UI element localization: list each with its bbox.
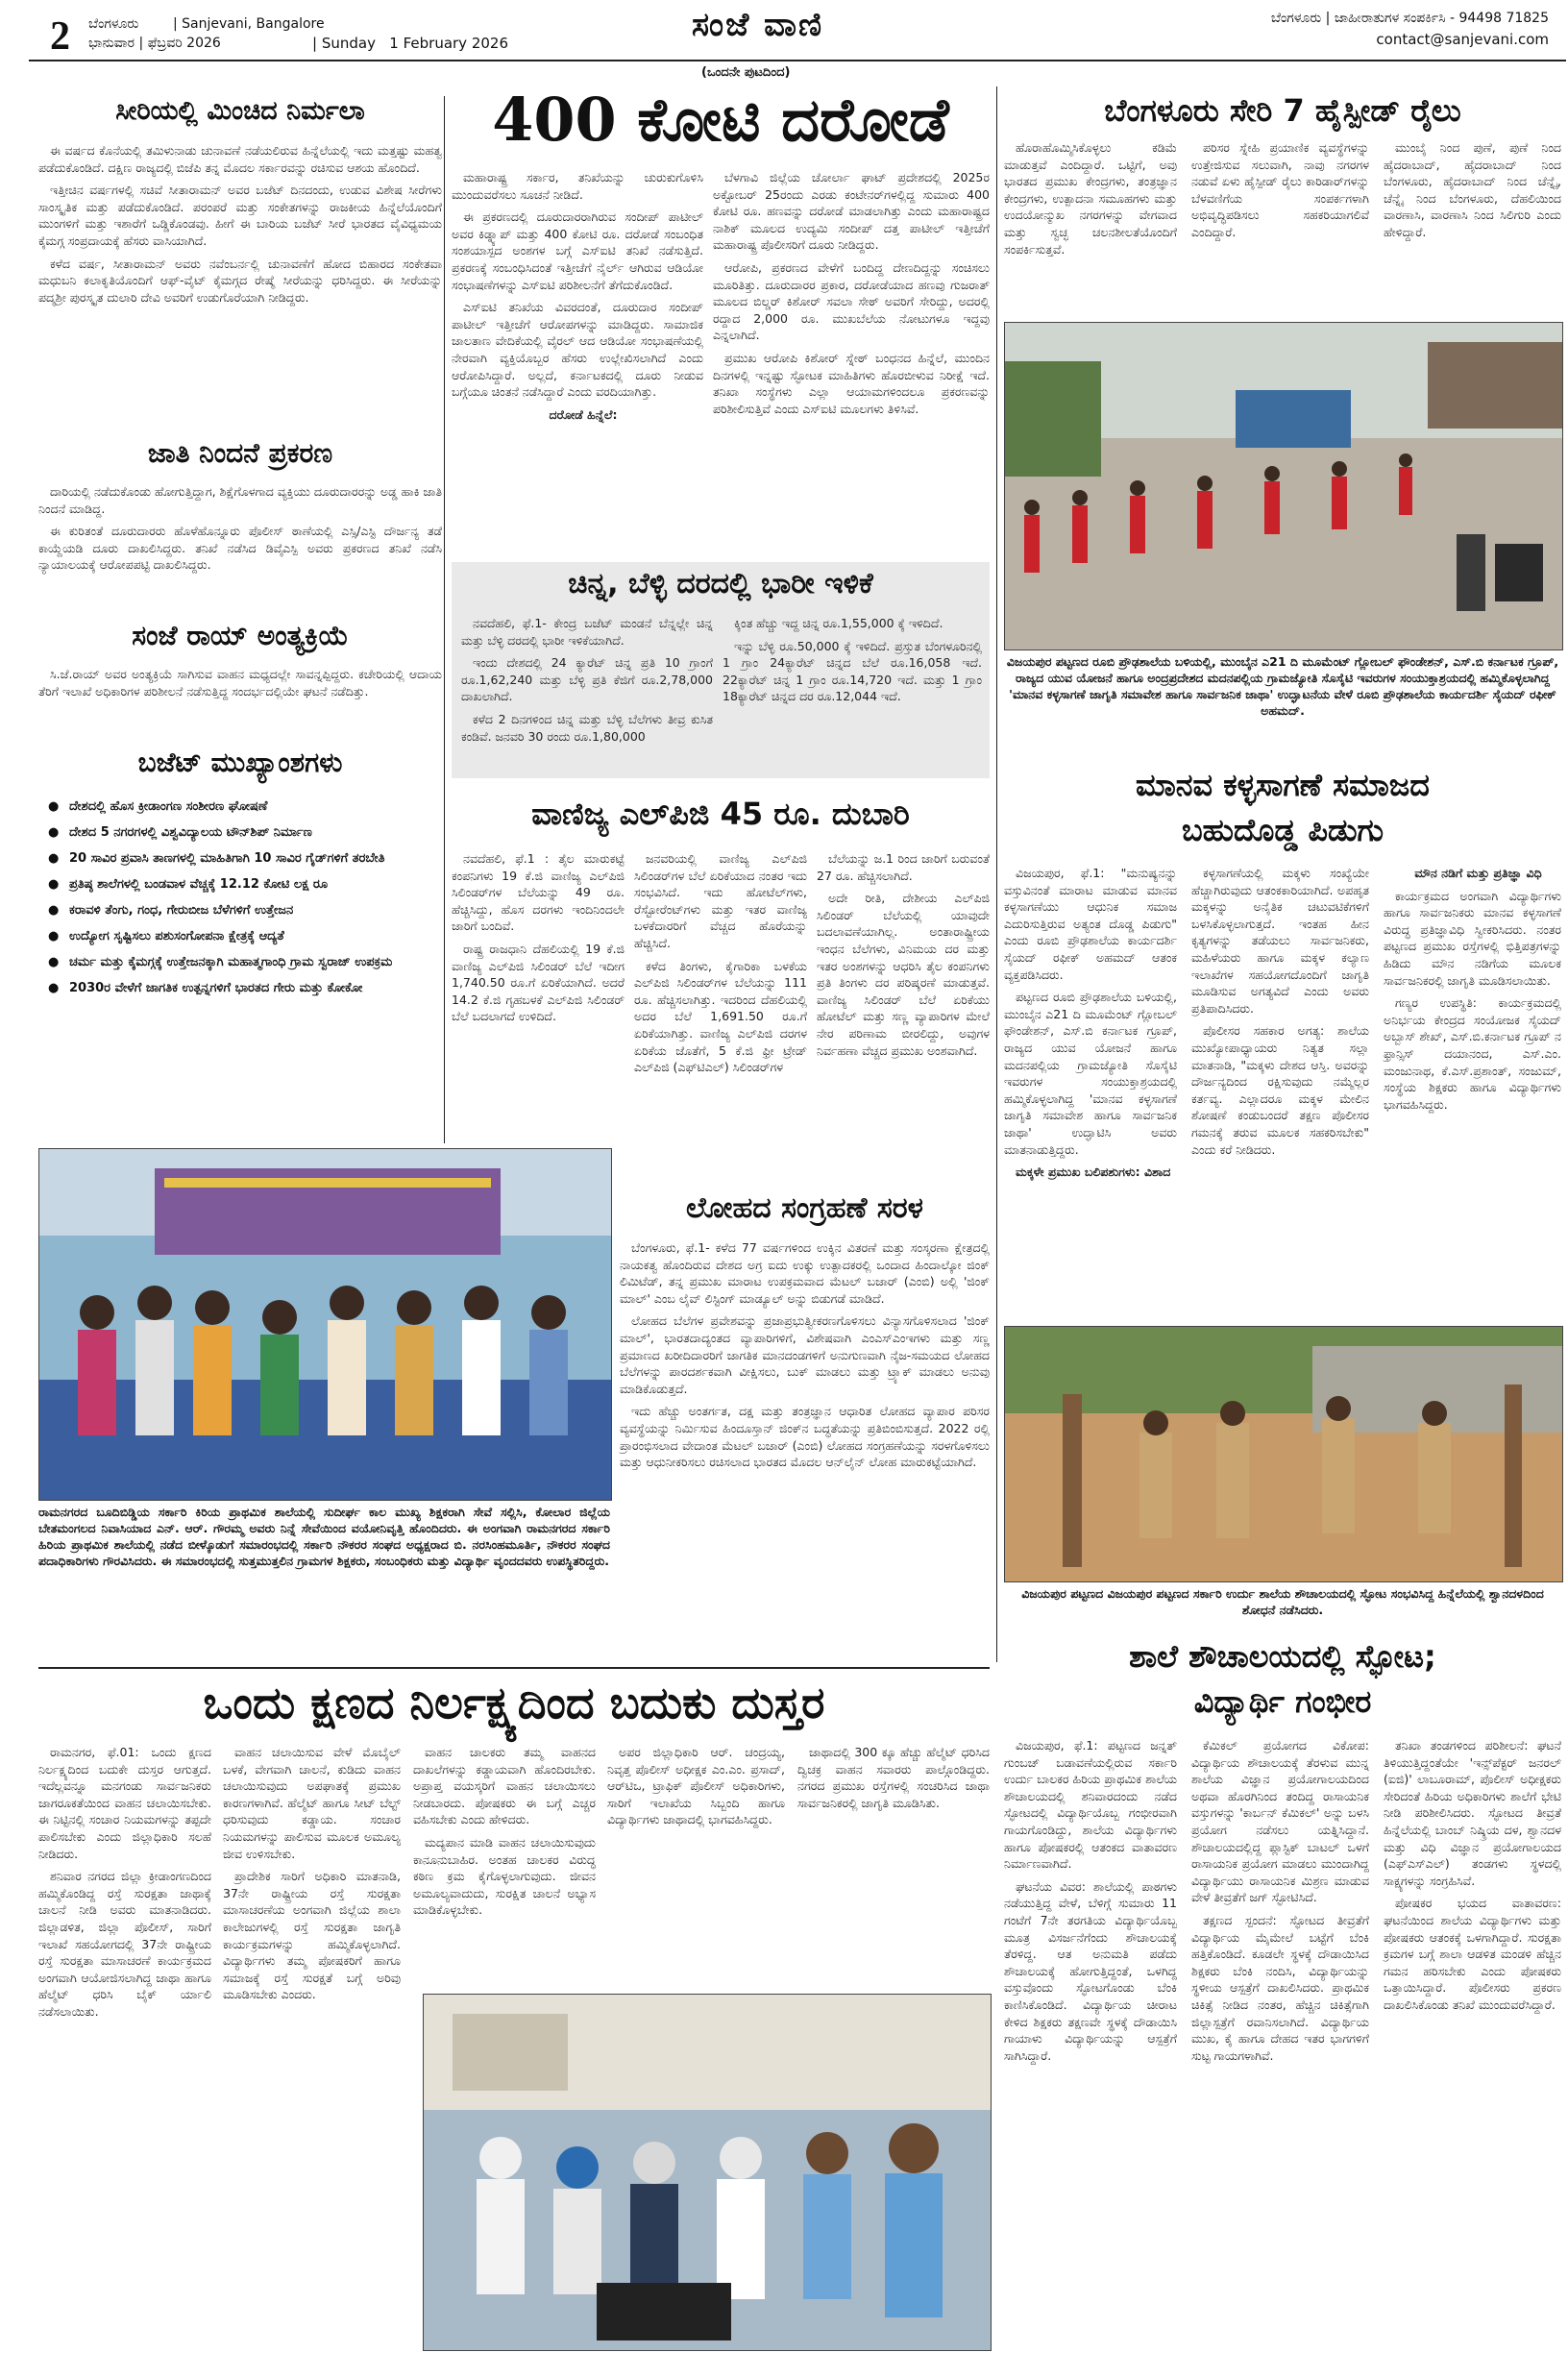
header-rule <box>29 60 1566 61</box>
caste-headline: ಜಾತಿ ನಿಂದನೆ ಪ್ರಕರಣ <box>147 437 333 469</box>
police-photo-caption: ವಿಜಯಪುರ ಪಟ್ಟಣದ ವಿಜಯಪುರ ಪಟ್ಟಣದ ಸರ್ಕಾರಿ ಉರ್ದು ಶಾಲೆಯ ಶೌಚಾಲಯದಲ್ಲಿ ಸ್ಫೋಟ ಸಂಭವಿಸಿದ್ದ ಹಿನ್ನೆಲೆಯಲ್ಲಿ ಶ್ವಾನದಳದಿಂದ ಶೋಧನೆ ನಡೆಸಿದರು. <box>1021 1586 1544 1617</box>
police-photo-image <box>1005 1327 1562 1581</box>
header-day: ಭಾನುವಾರ | ಫೆಬ್ರವರಿ 2026 <box>88 36 221 51</box>
masthead: ಸಂಜೆ ವಾಣಿ <box>692 6 824 44</box>
negligence-body-col5: ಜಾಥಾದಲ್ಲಿ 300 ಕ್ಕೂ ಹೆಚ್ಚು ಹೆಲ್ಮೆಟ್ ಧರಿಸಿದ ದ್ವಿಚಕ್ರ ವಾಹನ ಸವಾರರು ಪಾಲ್ಗೊಂಡಿದ್ದರು. ನಗರದ ಪ್ರಮುಖ ರಸ್ತೆಗಳಲ್ಲಿ ಸಂಚರಿಸಿದ ಜಾಥಾ ಸಾರ್ವಜನಿಕರಲ್ಲಿ ಜಾಗೃತಿ ಮೂಡಿಸಿತು. <box>797 1745 990 1810</box>
funeral-headline: ಸಂಜೆ ರಾಯ್ ಅಂತ್ಯಕ್ರಿಯೆ <box>132 620 349 651</box>
header-city: ಬೆಂಗಳೂರು <box>88 16 139 32</box>
budget-list <box>48 797 432 1005</box>
list-item: ● 20 ಸಾವಿರ ಪ್ರವಾಸಿ ತಾಣಗಳಲ್ಲಿ ಮಾಹಿತಿಗಾಗಿ 10 ಸಾವಿರ ಗೈಡ್‌ಗಳಿಗೆ ತರಬೇತಿ <box>48 849 432 868</box>
toilet-body-col2: ಕೆಮಿಕಲ್ ಪ್ರಯೋಗದ ವಿಕೋಪ: ವಿದ್ಯಾರ್ಥಿಯ ಶೌಚಾಲಯಕ್ಕೆ ತೆರಳುವ ಮುನ್ನ ಶಾಲೆಯ ವಿಜ್ಞಾನ ಪ್ರಯೋಗಾಲಯದಿಂದ ಅಥವಾ ಹೊರಗಿನಿಂದ ತಂದಿದ್ದ ರಾಸಾಯನಿಕ ವಸ್ತುಗಳನ್ನು 'ಕಾರ್ಬನ್ ಕೆಮಿಕಲ್' ಅನ್ನು ಬಳಸಿ ಪ್ರಯೋಗ ನಡೆಸಲು ಯತ್ನಿಸಿದ್ದಾನೆ. ಶೌಚಾಲಯದಲ್ಲಿದ್ದ ಪ್ಲಾಸ್ಟಿಕ್ ಬಾಟಲ್ ಒಳಗೆ ರಾಸಾಯನಿಕ ಪ್ರಯೋಗ ಮಾಡಲು ಮುಂದಾಗಿದ್ದ ವಿದ್ಯಾರ್ಥಿಯು ರಾಸಾಯನಿಕ ಮಿಶ್ರಣ ಮಾಡುವ ವೇಳೆ ತೀವ್ರತೆಗೆ ಜಗ್ ಸ್ಫೋಟಿಸಿದೆ. ತಕ್ಷಣದ ಸ್ಪಂದನೆ: ಸ್ಫೋಟದ ತೀವ್ರತೆಗೆ ವಿದ್ಯಾರ್ಥಿಯ ಮೈಮೇಲೆ ಬಟ್ಟೆಗೆ ಬೆಂಕಿ ಹತ್ತಿಕೊಂಡಿದೆ. ಕೂಡಲೇ ಸ್ಥಳಕ್ಕೆ ದೌಡಾಯಿಸಿದ ಶಿಕ್ಷಕರು ಬೆಂಕಿ ನಂದಿಸಿ, ವಿದ್ಯಾರ್ಥಿಯನ್ನು ಸ್ಥಳೀಯ ಆಸ್ಪತ್ರೆಗೆ ದಾಖಲಿಸಿದರು. ಪ್ರಾಥಮಿಕ ಚಿಕಿತ್ಸೆ ನೀಡಿದ ನಂತರ, ಹೆಚ್ಚಿನ ಚಿಕಿತ್ಸೆಗಾಗಿ ಜಿಲ್ಲಾಸ್ಪತ್ರೆಗೆ ರವಾನಿಸಲಾಗಿದೆ. ವಿದ್ಯಾರ್ಥಿಯ ಮುಖ, ಕೈ ಹಾಗೂ ದೇಹದ ಇತರ ಭಾಗಗಳಿಗೆ ಸುಟ್ಟ ಗಾಯಗಳಾಗಿವೆ. <box>1191 1738 1369 2063</box>
list-item: ● ದೇಶದ 5 ನಗರಗಳಲ್ಲಿ ವಿಶ್ವವಿದ್ಯಾಲಯ ಟೌನ್‌ಶಿಪ್ ನಿರ್ಮಾಣ <box>48 823 432 842</box>
header-edition: | Sanjevani, Bangalore <box>173 16 325 32</box>
trafficking-headline-2: ಬಹುದೊಡ್ಡ ಪಿಡುಗು <box>1181 812 1384 848</box>
robbery-headline: 400 ಕೋಟಿ ದರೋಡೆ <box>492 85 949 155</box>
header-contact: ಬೆಂಗಳೂರು | ಜಾಹೀರಾತುಗಳ ಸಂಪರ್ಕಿಸಿ - 94498 71825 <box>1270 11 1549 26</box>
list-item: ● ಉದ್ಯೋಗ ಸೃಷ್ಟಿಸಲು ಪಶುಸಂಗೋಪನಾ ಕ್ಷೇತ್ರಕ್ಕೆ ಆದ್ಯತೆ <box>48 927 432 945</box>
column-divider <box>996 86 997 1662</box>
negligence-body-col2: ವಾಹನ ಚಲಾಯಿಸುವ ವೇಳೆ ಮೊಬೈಲ್ ಬಳಕೆ, ವೇಗವಾಗಿ ಚಾಲನೆ, ಕುಡಿದು ವಾಹನ ಚಲಾಯಿಸುವುದು ಅಪಘಾತಕ್ಕೆ ಪ್ರಮುಖ ಕಾರಣಗಳಾಗಿವೆ. ಹೆಲ್ಮೆಟ್ ಹಾಗೂ ಸೀಟ್ ಬೆಲ್ಟ್ ಧರಿಸುವುದು ಕಡ್ಡಾಯ. ಸಂಚಾರ ನಿಯಮಗಳನ್ನು ಪಾಲಿಸುವ ಮೂಲಕ ಅಮೂಲ್ಯ ಜೀವ ಉಳಿಸಬೇಕು. ಪ್ರಾದೇಶಿಕ ಸಾರಿಗೆ ಅಧಿಕಾರಿ ಮಾತನಾಡಿ, 37ನೇ ರಾಷ್ಟ್ರೀಯ ರಸ್ತೆ ಸುರಕ್ಷತಾ ಮಾಸಾಚರಣೆಯ ಅಂಗವಾಗಿ ಜಿಲ್ಲೆಯ ಶಾಲಾ ಕಾಲೇಜುಗಳಲ್ಲಿ ರಸ್ತೆ ಸುರಕ್ಷತಾ ಜಾಗೃತಿ ಕಾರ್ಯಕ್ರಮಗಳನ್ನು ಹಮ್ಮಿಕೊಳ್ಳಲಾಗಿದೆ. ವಿದ್ಯಾರ್ಥಿಗಳು ತಮ್ಮ ಪೋಷಕರಿಗೆ ಹಾಗೂ ಸಮಾಜಕ್ಕೆ ರಸ್ತೆ ಸುರಕ್ಷತೆ ಬಗ್ಗೆ ಅರಿವು ಮೂಡಿಸಬೇಕು ಎಂದರು. <box>223 1745 401 2002</box>
march-photo-image <box>1005 323 1562 649</box>
march-photo-caption: ವಿಜಯಪುರ ಪಟ್ಟಣದ ರೂಬಿ ಪ್ರೌಢಶಾಲೆಯ ಬಳಿಯಲ್ಲಿ, ಮುಂಬೈನ ಎ21 ದಿ ಮೂಮೆಂಟ್ ಗ್ಲೋಬಲ್ ಫೌಂಡೇಶನ್, ಎಸ್.ಬಿ ಕರ್ನಾಟಕ ಗ್ರೂಪ್, ರಾಜ್ಯದ ಯುವ ಯೋಜನೆ ಹಾಗೂ ಅಂದ್ರಪ್ರದೇಶದ ಮದನಪಲ್ಲಿಯ ಗ್ರಾಮಜ್ಯೋತಿ ಸೊಸೈಟಿ ಇವರುಗಳ ಸಂಯುಕ್ತಾಶ್ರಯದಲ್ಲಿ ಹಮ್ಮಿಕೊಳ್ಳಲಾಗಿದ್ದ 'ಮಾನವ ಕಳ್ಳಸಾಗಣೆ ಜಾಗೃತಿ ಸಮಾವೇಶ ಹಾಗೂ ಸಾರ್ವಜನಿಕ ಜಾಥಾ' ಉದ್ಘಾಟನೆಯ ವೇಳೆ ರೂಬಿ ಪ್ರೌಢಶಾಲೆಯ ಕಾರ್ಯದರ್ಶಿ ಸೈಯದ್ ರಫೀಕ್ ಅಹಮದ್. <box>1006 654 1559 718</box>
page-number: 2 <box>50 14 70 59</box>
iron-body: ಬೆಂಗಳೂರು, ಫೆ.1- ಕಳೆದ 77 ವರ್ಷಗಳಿಂದ ಉಕ್ಕಿನ ವಿತರಣೆ ಮತ್ತು ಸಂಸ್ಕರಣಾ ಕ್ಷೇತ್ರದಲ್ಲಿ ನಾಯಕತ್ವ ಹೊಂದಿರುವ ದೇಶದ ಅಗ್ರ ಐದು ಉಕ್ಕು ಉತ್ಪಾದಕರಲ್ಲಿ ಒಂದಾದ ಹಿಂದಾಲ್ಕೋ ಜಿಂಕ್ ಲಿಮಿಟೆಡ್, ತನ್ನ ಪ್ರಮುಖ ಮಾರಾಟ ಉಪಕ್ರಮವಾದ ಮೆಟಲ್ ಬಜಾರ್ (ಎಂಬಿ) ಅಲ್ಲಿ 'ಜಿಂಕ್ ಮಾಲ್' ಎಂಬ ಲೈವ್ ಲಿಸ್ಟಿಂಗ್ ಮಾಡ್ಯೂಲ್ ಅನ್ನು ಬಿಡುಗಡೆ ಮಾಡಿದೆ. ಲೋಹದ ಬೆಲೆಗಳ ಪ್ರವೇಶವನ್ನು ಪ್ರಜಾಪ್ರಭುತ್ವೀಕರಣಗೊಳಿಸಲು ವಿನ್ಯಾಸಗೊಳಿಸಲಾದ 'ಜಿಂಕ್ ಮಾಲ್', ಭಾರತದಾದ್ಯಂತದ ವ್ಯಾಪಾರಿಗಳಿಗೆ, ವಿಶೇಷವಾಗಿ ಎಂಎಸ್‌ಎಂಇಗಳು ಮತ್ತು ಸಣ್ಣ ಪ್ರಮಾಣದ ಖರೀದಿದಾರರಿಗೆ ಜಾಗತಿಕ ಮಾನದಂಡಗಳಿಗೆ ಅನುಗುಣವಾಗಿ ನೈಜ-ಸಮಯದ ಲೋಹದ ಬೆಲೆಗಳನ್ನು ಪಾರದರ್ಶಕವಾಗಿ ವೀಕ್ಷಿಸಲು, ಬುಕ್ ಮಾಡಲು ಮತ್ತು ಟ್ರ್ಯಾಕ್ ಮಾಡಲು ಅನುವು ಮಾಡಿಕೊಡುತ್ತದೆ. ಇದು ಹೆಚ್ಚು ಅಂತರ್ಗತ, ದಕ್ಷ ಮತ್ತು ತಂತ್ರಜ್ಞಾನ ಆಧಾರಿತ ಲೋಹದ ವ್ಯಾಪಾರ ಪರಿಸರ ವ್ಯವಸ್ಥೆಯನ್ನು ನಿರ್ಮಿಸುವ ಹಿಂದೂಸ್ತಾನ್ ಜಿಂಕ್‌ನ ಬದ್ಧತೆಯನ್ನು ಪ್ರತಿಬಿಂಬಿಸುತ್ತದೆ. 2022 ರಲ್ಲಿ ಪ್ರಾರಂಭಿಸಲಾದ ವೇದಾಂತ ಮೆಟಲ್ ಬಜಾರ್ (ಎಂಬಿ) ಲೋಹದ ಸಂಗ್ರಹಣೆಯನ್ನು ಸರಳಗೊಳಿಸಲು ಮತ್ತು ಆಧುನೀಕರಿಸಲು ರಚಿಸಲಾದ ಭಾರತದ ಮೊದಲ ಆನ್‌ಲೈನ್ ಲೋಹ ಮಾರುಕಟ್ಟೆಯಾಗಿದೆ. <box>620 1240 990 1470</box>
rail-headline: ಬೆಂಗಳೂರು ಸೇರಿ 7 ಹೈಸ್ಪೀಡ್ ರೈಲು <box>1104 92 1461 129</box>
rail-body-col3: ಮುಂಬೈ ನಿಂದ ಪುಣೆ, ಪುಣೆ ನಿಂದ ಹೈದರಾಬಾದ್, ಹೈದರಾಬಾದ್ ನಿಂದ ಬೆಂಗಳೂರು, ಹೈದರಾಬಾದ್ ನಿಂದ ಚೆನ್ನೈ, ಚೆನ್ನೈ ನಿಂದ ಬೆಂಗಳೂರು, ದೆಹಲಿಯಿಂದ ವಾರಣಾಸಿ, ವಾರಣಾಸಿ ನಿಂದ ಸಿಲಿಗುರಿ ಎಂದು ಹೇಳಿದ್ದಾರೆ. <box>1384 140 1561 239</box>
negligence-body-col4: ಅಪರ ಜಿಲ್ಲಾಧಿಕಾರಿ ಆರ್. ಚಂದ್ರಯ್ಯ, ನಿವೃತ್ತ ಪೊಲೀಸ್ ಅಧೀಕ್ಷಕ ಎಂ.ಎಂ. ಪ್ರಸಾದ್, ಆರ್‌ಟಿಒ, ಟ್ರಾಫಿಕ್ ಪೊಲೀಸ್ ಅಧಿಕಾರಿಗಳು, ಸಾರಿಗೆ ಇಲಾಖೆಯ ಸಿಬ್ಬಂದಿ ಹಾಗೂ ವಿದ್ಯಾರ್ಥಿಗಳು ಜಾಥಾದಲ್ಲಿ ಭಾಗವಹಿಸಿದ್ದರು. <box>607 1745 785 1827</box>
robbery-body-right: ಬೆಳಗಾವಿ ಜಿಲ್ಲೆಯ ಚೋರ್ಲಾ ಘಾಟ್ ಪ್ರದೇಶದಲ್ಲಿ 2025ರ ಅಕ್ಟೋಬರ್ 25ರಂದು ಎರಡು ಕಂಟೇನರ್‌ಗಳಲ್ಲಿದ್ದ ಸುಮಾರು 400 ಕೋಟಿ ರೂ. ಹಣವನ್ನು ದರೋಡೆ ಮಾಡಲಾಗಿತ್ತು ಎಂದು ಮಹಾರಾಷ್ಟ್ರದ ನಾಶಿಕ್ ಮೂಲದ ಉದ್ಯಮಿ ಸಂದೀಪ್ ದತ್ತ ಪಾಟೀಲ್ ಇತ್ತೀಚೆಗೆ ಮಹಾರಾಷ್ಟ್ರ ಪೊಲೀಸರಿಗೆ ದೂರು ನೀಡಿದ್ದರು. ಆರೋಪಿ, ಪ್ರಕರಣದ ವೇಳೆಗೆ ಬಂದಿದ್ದ ದೇಣದಿದ್ದನ್ನು ಸಂಚಿಸಲು ಮೂರಿತಿತ್ತು. ದೂರುದಾರರ ಪ್ರಕಾರ, ದರೋಡೆಯಾದ ಹಣವು ಗುಜರಾತ್ ಮೂಲದ ಬಿಲ್ಡರ್ ಕಿಶೋರ್ ಸವಲಾ ಸೇಠ್ ಅವರಿಗೆ ಸೇರಿದ್ದು, ಅದರಲ್ಲಿ ರದ್ದಾದ 2,000 ರೂ. ಮುಖಬೆಲೆಯ ನೋಟುಗಳೂ ಇದ್ದವು ಎನ್ನಲಾಗಿದೆ. ಪ್ರಮುಖ ಆರೋಪಿ ಕಿಶೋರ್ ಸ್ನೇಠ್ ಬಂಧನದ ಹಿನ್ನೆಲೆ, ಮುಂದಿನ ದಿನಗಳಲ್ಲಿ ಇನ್ನಷ್ಟು ಸ್ಫೋಟಕ ಮಾಹಿತಿಗಳು ಹೊರಬೀಳುವ ನಿರೀಕ್ಷೆ ಇದೆ. ತನಿಖಾ ಸಂಸ್ಥೆಗಳು ಎಲ್ಲಾ ಆಯಾಮಗಳಿಂದಲೂ ಪ್ರಕರಣವನ್ನು ಪರಿಶೀಲಿಸುತ್ತಿವೆ ಎಂದು ಎಸ್ಐಟಿ ಮೂಲಗಳು ತಿಳಿಸಿವೆ. <box>713 170 990 416</box>
list-item: ● 2030ರ ವೇಳೆಗೆ ಜಾಗತಿಕ ಉತ್ಪನ್ನಗಳಿಗೆ ಭಾರತದ ಗೇರು ಮತ್ತು ಕೋಕೋ <box>48 979 432 997</box>
teacher-photo <box>38 1148 612 1501</box>
negligence-headline: ಒಂದು ಕ್ಷಣದ ನಿರ್ಲಕ್ಷ್ಯದಿಂದ ಬದುಕು ದುಸ್ತರ <box>203 1677 825 1728</box>
list-item: ● ಕರಾವಳಿ ತೆಂಗು, ಗಂಧ, ಗೇರುಬೀಜ ಬೆಳೆಗಳಿಗೆ ಉತ್ತೇಜನ <box>48 901 432 919</box>
rail-body-col2: ಪರಿಸರ ಸ್ನೇಹಿ ಪ್ರಯಾಣಿಕ ವ್ಯವಸ್ಥೆಗಳನ್ನು ಉತ್ತೇಜಿಸುವ ಸಲುವಾಗಿ, ನಾವು ನಗರಗಳ ನಡುವೆ ಏಳು ಹೈಸ್ಪೀಡ್ ರೈಲು ಕಾರಿಡಾರ್‌ಗಳನ್ನು ಬೆಳವಣಿಗೆಯ ಸಂಪರ್ಕಗಳಾಗಿ ಅಭಿವೃದ್ಧಿಪಡಿಸಲು ಸಹಕರಿಯಾಗಲಿವೆ ಎಂದಿದ್ದಾರೆ. <box>1191 140 1369 239</box>
toilet-headline-2: ವಿದ್ಯಾರ್ಥಿ ಗಂಭೀರ <box>1193 1683 1372 1720</box>
teacher-photo-caption: ರಾಮನಗರದ ಬೂದಿಬಿಡ್ಡಿಯ ಸರ್ಕಾರಿ ಕಿರಿಯ ಪ್ರಾಥಮಿಕ ಶಾಲೆಯಲ್ಲಿ ಸುದೀರ್ಘ ಕಾಲ ಮುಖ್ಯ ಶಿಕ್ಷಕರಾಗಿ ಸೇವೆ ಸಲ್ಲಿಸಿ, ಕೋಲಾರ ಜಿಲ್ಲೆಯ ಬೇತಮಂಗಲದ ನಿವಾಸಿಯಾದ ಎನ್. ಆರ್. ಗೌರಮ್ಮ ಅವರು ನಿನ್ನೆ ಸೇವೆಯಿಂದ ವಯೋನಿವೃತ್ತಿ ಹೊಂದಿದರು. ಈ ಅಂಗವಾಗಿ ರಾಮನಗರದ ಸರ್ಕಾರಿ ಹಿರಿಯ ಪ್ರಾಥಮಿಕ ಶಾಲೆಯಲ್ಲಿ ನಡೆದ ಬೀಳ್ಕೊಡುಗೆ ಸಮಾರಂಭದಲ್ಲಿ ಸರ್ಕಾರಿ ನೌಕರರ ಸಂಘದ ಅಧ್ಯಕ್ಷರಾದ ಬಿ. ನರಸಿಂಹಮೂರ್ತಿ, ನೌಕರರ ಸಂಘದ ಪದಾಧಿಕಾರಿಗಳು ಗೌರವಿಸಿದರು. ಈ ಸಮಾರಂಭದಲ್ಲಿ ಸುತ್ತಮುತ್ತಲಿನ ಗ್ರಾಮಗಳ ಶಿಕ್ಷಕರು, ಸಂಬಂಧಿಕರು ಮತ್ತು ವಿದ್ಯಾರ್ಥಿ ವೃಂದದವರು ಉಪಸ್ಥಿತರಿದ್ದರು. <box>38 1505 610 1568</box>
rail-body-col1: ಹೊರಾಹೊಮ್ಮಿಸಿಕೊಳ್ಳಲು ಕಡಿಮೆ ಮಾಡುತ್ತವೆ ಎಂದಿದ್ದಾರೆ. ಒಟ್ಟಿಗೆ, ಅವು ಭಾರತದ ಪ್ರಮುಖ ಕೇಂದ್ರಗಳು, ತಂತ್ರಜ್ಞಾನ ಕೇಂದ್ರಗಳು, ಉತ್ಪಾದನಾ ಸಮೂಹಗಳು ಮತ್ತು ಉದಯೋನ್ಮುಖ ನಗರಗಳನ್ನು ವೇಗವಾದ ಮತ್ತು ಸ್ವಚ್ಛ ಚಲನಶೀಲತೆಯೊಂದಿಗೆ ಸಂಪರ್ಕಿಸುತ್ತವೆ. <box>1004 140 1177 257</box>
lpg-body-col3: ಬೆಲೆಯನ್ನು ಜ.1 ರಿಂದ ಜಾರಿಗೆ ಬರುವಂತೆ 27 ರೂ. ಹೆಚ್ಚಿಸಲಾಗಿದೆ. ಅದೇ ರೀತಿ, ದೇಶೀಯ ಎಲ್‌ಪಿಜಿ ಸಿಲಿಂಡರ್ ಬೆಲೆಯಲ್ಲಿ ಯಾವುದೇ ಬದಲಾವಣೆಯಾಗಿಲ್ಲ. ಅಂತಾರಾಷ್ಟ್ರೀಯ ಇಂಧನ ಬೆಲೆಗಳು, ವಿನಿಮಯ ದರ ಮತ್ತು ಇತರ ಅಂಶಗಳನ್ನು ಆಧರಿಸಿ ತೈಲ ಕಂಪನಿಗಳು ಪ್ರತಿ ತಿಂಗಳು ದರ ಪರಿಷ್ಕರಣೆ ಮಾಡುತ್ತವೆ. ವಾಣಿಜ್ಯ ಸಿಲಿಂಡರ್ ಬೆಲೆ ಏರಿಕೆಯು ಹೋಟೆಲ್ ಮತ್ತು ಸಣ್ಣ ವ್ಯಾಪಾರಿಗಳ ಮೇಲೆ ನೇರ ಪರಿಣಾಮ ಬೀರಲಿದ್ದು, ಅವುಗಳ ನಿರ್ವಹಣಾ ವೆಚ್ಚದ ಪ್ರಮುಖ ಅಂಶವಾಗಿದೆ. <box>817 851 990 1058</box>
trafficking-body-col3: ಮೌನ ನಡಿಗೆ ಮತ್ತು ಪ್ರತಿಜ್ಞಾ ವಿಧಿ ಕಾರ್ಯಕ್ರಮದ ಅಂಗವಾಗಿ ವಿದ್ಯಾರ್ಥಿಗಳು ಹಾಗೂ ಸಾರ್ವಜನಿಕರು ಮಾನವ ಕಳ್ಳಸಾಗಣೆ ವಿರುದ್ಧ ಪ್ರತಿಜ್ಞಾವಿಧಿ ಸ್ವೀಕರಿಸಿದರು. ನಂತರ ಪಟ್ಟಣದ ಪ್ರಮುಖ ರಸ್ತೆಗಳಲ್ಲಿ ಭಿತ್ತಿಪತ್ರಗಳನ್ನು ಹಿಡಿದು ಮೌನ ನಡಿಗೆಯ ಮೂಲಕ ಸಾರ್ವಜನಿಕರಲ್ಲಿ ಜಾಗೃತಿ ಮೂಡಿಸಲಾಯಿತು. ಗಣ್ಯರ ಉಪಸ್ಥಿತಿ: ಕಾರ್ಯಕ್ರಮದಲ್ಲಿ ಅನಿರ್ಭಯ ಕೇಂದ್ರದ ಸಂಯೋಜಕ ಸೈಯದ್ ಅಬ್ಬಾಸ್ ಶೇಖ್, ಎಸ್.ಬಿ.ಕರ್ನಾಟಕ ಗ್ರೂಪ್ ನ ಫ್ರಾನ್ಸಿಸ್ ದಯಾನಂದ, ಎಸ್.ಎಂ. ಮಂಜುನಾಥ, ಕೆ.ಎಸ್.ಪ್ರಶಾಂತ್, ಸಂಜುಮ್, ಸಂಸ್ಥೆಯ ಶಿಕ್ಷಕರು ಹಾಗೂ ವಿದ್ಯಾರ್ಥಿಗಳು ಭಾಗವಹಿಸಿದ್ದರು. <box>1384 866 1561 1112</box>
toilet-headline-1: ಶಾಲೆ ಶೌಚಾಲಯದಲ್ಲಿ ಸ್ಫೋಟ; <box>1129 1638 1436 1675</box>
continued-label: (ಒಂದನೇ ಪುಟದಿಂದ) <box>701 65 791 80</box>
serial-body: ಈ ವರ್ಷದ ಕೊನೆಯಲ್ಲಿ ತಮಿಳುನಾಡು ಚುನಾವಣೆ ನಡೆಯಲಿರುವ ಹಿನ್ನೆಲೆಯಲ್ಲಿ ಇದು ಮತ್ತಷ್ಟು ಮಹತ್ವ ಪಡೆದುಕೊಂಡಿದೆ. ದಕ್ಷಿಣ ರಾಜ್ಯದಲ್ಲಿ ಬಿಜೆಪಿ ತನ್ನ ಮೊದಲ ಸರ್ಕಾರವನ್ನು ರಚಿಸುವ ಆಶಯ ಹೊಂದಿದೆ. ಇತ್ತೀಚಿನ ವರ್ಷಗಳಲ್ಲಿ ಸಚಿವೆ ಸೀತಾರಾಮನ್ ಅವರ ಬಜೆಟ್ ದಿನದಂದು, ಉಡುವ ವಿಶೇಷ ಸೀರೆಗಳು ಸಾಂಸ್ಕೃತಿಕ ಮತ್ತು ಪಡೆದುಕೊಂಡಿದೆ. ಪರಂಪರೆ ಮತ್ತು ಸಂಕೇತಗಳನ್ನು ರಾಜಕೀಯ ಹಿನ್ನೆಲೆಯೊಂದಿಗೆ ಮುಂಗಳಿಗೆ ಮತ್ತು ಇಶಾರೆಗೆ ಒಡ್ಡಿಕೊಂಡವು. ಹೀಗೆ ಈ ಬಾರಿಯ ಬಜೆಟ್ ಸೀರೆ ಭಾರತದ ವೈವಿಧ್ಯಮಯ ಕೈಮಗ್ಗ ಸಂಪ್ರದಾಯಕ್ಕೆ ಹೆಸರು ವಾಸಿಯಾಗಿದೆ. ಕಳೆದ ವರ್ಷ, ಸೀತಾರಾಮನ್ ಅವರು ನವೆಂಬರ್ನಲ್ಲಿ ಚುನಾವಣೆಗೆ ಹೋದ ಬಿಹಾರದ ಸಂಕೇತವಾ ಮಧುಬನಿ ಕಲಾಕೃತಿಯೊಂದಿಗೆ ಆಫ್-ವೈಟ್ ಕೈಮಗ್ಗದ ರೇಷ್ಮೆ ಸೀರೆಯನ್ನು ಧರಿಸಿದ್ದರು. ಈ ಸೀರೆಯನ್ನು ಪದ್ಮಶ್ರೀ ಪುರಸ್ಕೃತ ದುಲಾರಿ ದೇವಿ ಅವರಿಗೆ ಉಡುಗೊರೆಯಾಗಿ ನೀಡಿದ್ದರು. <box>38 143 442 305</box>
lpg-headline: ವಾಣಿಜ್ಯ ಎಲ್‌ಪಿಜಿ 45 ರೂ. ದುಬಾರಿ <box>531 796 910 832</box>
gold-body-right: ಕ್ಕಿಂತ ಹೆಚ್ಚು ಇದ್ದ ಚಿನ್ನ ರೂ.1,55,000 ಕ್ಕೆ ಇಳಿದಿದೆ. ಇನ್ನು ಬೆಳ್ಳಿ ರೂ.50,000 ಕ್ಕೆ ಇಳಿದಿದೆ. ಪ್ರಸ್ತುತ ಬೆಂಗಳೂರಿನಲ್ಲಿ 1 ಗ್ರಾಂ 24ಕ್ಯಾರೆಟ್ ಚಿನ್ನದ ಬೆಲೆ ರೂ.16,058 ಇದೆ. 22ಕ್ಯಾರೆಟ್ ಚಿನ್ನ 1 ಗ್ರಾಂ ರೂ.14,720 ಇದೆ. ಮತ್ತು 1 ಗ್ರಾಂ 18ಕ್ಯಾರೆಟ್ ಚಿನ್ನದ ದರ ರೂ.12,044 ಇದೆ. <box>723 616 982 704</box>
list-item: ● ದೇಶದಲ್ಲಿ ಹೊಸ ಕ್ರೀಡಾಂಗಣ ಸಂಶೀರಣ ಘೋಷಣೆ <box>48 797 432 816</box>
trafficking-body-col2: ಕಳ್ಳಸಾಗಣೆಯಲ್ಲಿ ಮಕ್ಕಳು ಸಂಖ್ಯೆಯೇ ಹೆಚ್ಚಾಗಿರುವುದು ಆತಂಕಕಾರಿಯಾಗಿದೆ. ಅಪಹೃತ ಮಕ್ಕಳನ್ನು ಅನೈತಿಕ ಚಟುವಟಿಕೆಗಳಿಗೆ ಬಳಸಿಕೊಳ್ಳಲಾಗುತ್ತದೆ. ಇಂತಹ ಹೀನ ಕೃತ್ಯಗಳನ್ನು ತಡೆಯಲು ಸಾರ್ವಜನಿಕರು, ಮಹಿಳೆಯರು ಹಾಗೂ ಮಕ್ಕಳ ಕಲ್ಯಾಣ ಇಲಾಖೆಗಳ ಸಹಯೋಗದೊಂದಿಗೆ ಜಾಗೃತಿ ಮೂಡಿಸುವ ಅಗತ್ಯವಿದೆ ಎಂದು ಅವರು ಪ್ರತಿಪಾದಿಸಿದರು. ಪೊಲೀಸರ ಸಹಕಾರ ಅಗತ್ಯ: ಶಾಲೆಯ ಮುಖ್ಯೋಪಾಧ್ಯಾಯರು ನಿತ್ಯತ ಸಲ್ಲಾ ಮಾತನಾಡಿ, "ಮಕ್ಕಳು ದೇಶದ ಆಸ್ತಿ. ಅವರನ್ನು ದೌರ್ಜನ್ಯದಿಂದ ರಕ್ಷಿಸುವುದು ನಮ್ಮೆಲ್ಲರ ಕರ್ತವ್ಯ. ಎಲ್ಲಾದರೂ ಮಕ್ಕಳ ಮೇಲಿನ ಶೋಷಣೆ ಕಂಡುಬಂದರೆ ತಕ್ಷಣ ಪೊಲೀಸರ ಗಮನಕ್ಕೆ ತರುವ ಮೂಲಕ ಸಹಕರಿಸಬೇಕು" ಎಂದು ಕರೆ ನೀಡಿದರು. <box>1191 866 1369 1157</box>
robbery-body-left: ಮಹಾರಾಷ್ಟ್ರ ಸರ್ಕಾರ, ತನಿಖೆಯನ್ನು ಚುರುಕುಗೊಳಿಸಿ ಮುಂದುವರೆಸಲು ಸೂಚನೆ ನೀಡಿದೆ. ಈ ಪ್ರಕರಣದಲ್ಲಿ ದೂರುದಾರರಾಗಿರುವ ಸಂದೀಪ್ ಪಾಟೀಲ್ ಅವರ ಕಿಡ್ನ್ಯಾಪ್ ಮತ್ತು 400 ಕೋಟಿ ರೂ. ದರೋಡೆ ಸಂಬಂಧಿತ ಸಂಶಯಾಸ್ಪದ ಅಂಶಗಳ ಬಗ್ಗೆ ಎಸ್ಐಟಿ ತನಿಖೆ ನಡೆಸುತ್ತಿದೆ. ಪ್ರಕರಣಕ್ಕೆ ಸಂಬಂಧಿಸಿದಂತೆ ಇತ್ತೀಚೆಗೆ ನೈರ್ಲ್ ಆಗಿರುವ ಆಡಿಯೋ ಸಂಭಾಷಣೆಗಳನ್ನು ಎಸ್ಐಟಿ ಪರಿಶೀಲನೆಗೆ ತೆಗೆದುಕೊಂಡಿದೆ. ಎಸ್ಐಟಿ ತನಿಖೆಯ ವಿವರದಂತೆ, ದೂರುದಾರ ಸಂದೀಪ್ ಪಾಟೀಲ್ ಇತ್ತೀಚೆಗೆ ಆರೋಪಗಳನ್ನು ಮಾಡಿದ್ದರು. ಸಾಮಾಜಿಕ ಜಾಲತಾಣ ವೇದಿಕೆಯಲ್ಲಿ ವೈರಲ್ ಆದ ಆಡಿಯೋ ಸಂಭಾಷಣೆಯಲ್ಲಿ ನೇರವಾಗಿ ವ್ಯಕ್ತಿಯೊಬ್ಬರ ಹೆಸರು ಉಲ್ಲೇಖಿಸಲಾಗಿದೆ ಎಂದು ಆರೋಪಿಸಿದ್ದಾರೆ. ಅಲ್ಲದೆ, ಕರ್ನಾಟಕದಲ್ಲಿ ದೂರು ನೀಡುವ ಬಗ್ಗೆಯೂ ಚಿಂತನೆ ನಡೆಸಿದ್ದಾರೆ ಎಂದು ವರದಿಯಾಗಿತ್ತು. ದರೋಡೆ ಹಿನ್ನೆಲೆ: <box>452 170 703 422</box>
section-rule <box>38 1667 990 1669</box>
trafficking-headline-1: ಮಾನವ ಕಳ್ಳಸಾಗಣೆ ಸಮಾಜದ <box>1136 767 1430 803</box>
lpg-body-col2: ಜನವರಿಯಲ್ಲಿ ವಾಣಿಜ್ಯ ಎಲ್‌ಪಿಜಿ ಸಿಲಿಂಡರ್‌ಗಳ ಬೆಲೆ ಏರಿಕೆಯಾದ ನಂತರ ಇದು ಸಂಭವಿಸಿದೆ. ಇದು ಹೋಟೆಲ್‌ಗಳು, ರೆಸ್ಟೋರೆಂಟ್‌ಗಳು ಮತ್ತು ಇತರ ವಾಣಿಜ್ಯ ಬಳಕೆದಾರರಿಗೆ ವೆಚ್ಚದ ಹೊರೆಯನ್ನು ಹೆಚ್ಚಿಸಿದೆ. ಕಳೆದ ತಿಂಗಳು, ಕೈಗಾರಿಕಾ ಬಳಕೆಯ ಎಲ್‌ಪಿಜಿ ಸಿಲಿಂಡರ್‌ಗಳ ಬೆಲೆಯನ್ನು 111 ರೂ. ಹೆಚ್ಚಿಸಲಾಗಿತ್ತು. ಇದರಿಂದ ದೆಹಲಿಯಲ್ಲಿ ಅದರ ಬೆಲೆ 1,691.50 ರೂ.ಗೆ ಏರಿಕೆಯಾಗಿತ್ತು. ವಾಣಿಜ್ಯ ಎಲ್‌ಪಿಜಿ ದರಗಳ ಏರಿಕೆಯ ಜೊತೆಗೆ, 5 ಕೆ.ಜಿ ಫ್ರೀ ಟ್ರೇಡ್ ಎಲ್‌ಪಿಜಿ (ಎಫ್‌ಟಿಎಲ್) ಸಿಲಿಂಡರ್‌ಗಳ <box>634 851 807 1075</box>
budget-headline: ಬಜೆಟ್ ಮುಖ್ಯಾಂಶಗಳು <box>137 747 343 778</box>
lpg-body-col1: ನವದೆಹಲಿ, ಫೆ.1 : ತೈಲ ಮಾರುಕಟ್ಟೆ ಕಂಪನಿಗಳು 19 ಕೆ.ಜಿ ವಾಣಿಜ್ಯ ಎಲ್‌ಪಿಜಿ ಸಿಲಿಂಡರ್‌ಗಳ ಬೆಲೆಯನ್ನು 49 ರೂ. ಹೆಚ್ಚಿಸಿದ್ದು, ಹೊಸ ದರಗಳು ಇಂದಿನಿಂದಲೇ ಜಾರಿಗೆ ಬಂದಿವೆ. ರಾಷ್ಟ್ರ ರಾಜಧಾನಿ ದೆಹಲಿಯಲ್ಲಿ 19 ಕೆ.ಜಿ ವಾಣಿಜ್ಯ ಎಲ್‌ಪಿಜಿ ಸಿಲಿಂಡರ್ ಬೆಲೆ ಇದೀಗ 1,740.50 ರೂ.ಗೆ ಏರಿಕೆಯಾಗಿದೆ. ಅದರೆ 14.2 ಕೆ.ಜಿ ಗೃಹಬಳಕೆ ಎಲ್‌ಪಿಜಿ ಸಿಲಿಂಡರ್ ಬೆಲೆ ಬದಲಾಗದೆ ಉಳಿದಿದೆ. <box>452 851 625 1024</box>
caste-body: ದಾರಿಯಲ್ಲಿ ನಡೆದುಕೊಂಡು ಹೋಗುತ್ತಿದ್ದಾಗ, ಶಿಕ್ಷೆಗೊಳಗಾದ ವ್ಯಕ್ತಿಯು ದೂರುದಾರರನ್ನು ಅಡ್ಡ ಹಾಕಿ ಜಾತಿ ನಿಂದನೆ ಮಾಡಿದ್ದ. ಈ ಕುರಿತಂತೆ ದೂರುದಾರರು ಹೊಳೆಹೊನ್ನೂರು ಪೊಲೀಸ್ ಠಾಣೆಯಲ್ಲಿ ಎಸ್ಸಿ/ಎಸ್ಟಿ ದೌರ್ಜನ್ಯ ತಡೆ ಕಾಯ್ದೆಯಡಿ ದೂರು ದಾಖಲಿಸಿದ್ದರು. ತನಿಖೆ ನಡೆಸಿದ ಡಿವೈಎಸ್ಪಿ ಅವರು ಪ್ರಕರಣದ ತನಿಖೆ ನಡೆಸಿ ನ್ಯಾಯಾಲಯಕ್ಕೆ ಆರೋಪಪಟ್ಟಿ ದಾಖಲಿಸಿದ್ದರು. <box>38 484 442 573</box>
serial-headline: ಸೀರಿಯಲ್ಲಿ ಮಿಂಚಿದ ನಿರ್ಮಲಾ <box>115 96 365 126</box>
column-divider <box>444 96 445 1143</box>
negligence-body-col1: ರಾಮನಗರ, ಫೆ.01: ಒಂದು ಕ್ಷಣದ ನಿರ್ಲಕ್ಷ್ಯದಿಂದ ಬದುಕೇ ದುಸ್ತರ ಆಗುತ್ತದೆ. ಇದೆಲ್ಲವನ್ನೂ ಮನಗಂಡು ಸಾರ್ವಜನಿಕರು ಜಾಗರೂಕತೆಯಿಂದ ವಾಹನ ಚಲಾಯಿಸಬೇಕು. ಈ ನಿಟ್ಟಿನಲ್ಲಿ ಸಂಚಾರ ನಿಯಮಗಳನ್ನು ತಪ್ಪದೇ ಪಾಲಿಸಬೇಕು ಎಂದು ಜಿಲ್ಲಾಧಿಕಾರಿ ಸಲಹೆ ನೀಡಿದರು. ಶನಿವಾರ ನಗರದ ಜಿಲ್ಲಾ ಕ್ರೀಡಾಂಗಣದಿಂದ ಹಮ್ಮಿಕೊಂಡಿದ್ದ ರಸ್ತೆ ಸುರಕ್ಷತಾ ಜಾಥಾಕ್ಕೆ ಚಾಲನೆ ನೀಡಿ ಅವರು ಮಾತನಾಡಿದರು. ಜಿಲ್ಲಾಡಳಿತ, ಜಿಲ್ಲಾ ಪೊಲೀಸ್, ಸಾರಿಗೆ ಇಲಾಖೆ ಸಹಯೋಗದಲ್ಲಿ 37ನೇ ರಾಷ್ಟ್ರೀಯ ರಸ್ತೆ ಸುರಕ್ಷತಾ ಮಾಸಾಚರಣೆ ಕಾರ್ಯಕ್ರಮದ ಅಂಗವಾಗಿ ಆಯೋಜಿಸಲಾಗಿದ್ದ ಜಾಥಾ ಹಾಗೂ ಹೆಲ್ಮೆಟ್ ಧರಿಸಿ ಬೈಕ್ ರ್ಯಾಲಿ ನಡೆಸಲಾಯಿತು. <box>38 1745 211 2019</box>
police-photo <box>1004 1326 1563 1582</box>
header-date: | Sunday 1 February 2026 <box>312 35 509 52</box>
march-photo <box>1004 322 1563 650</box>
rally-photo <box>423 1994 992 2351</box>
trafficking-body-col1: ವಿಜಯಪುರ, ಫೆ.1: "ಮನುಷ್ಯನನ್ನು ವಸ್ತುವಿನಂತೆ ಮಾರಾಟ ಮಾಡುವ ಮಾನವ ಕಳ್ಳಸಾಗಣೆಯು ಆಧುನಿಕ ಸಮಾಜ ಎದುರಿಸುತ್ತಿರುವ ಅತ್ಯಂತ ದೊಡ್ಡ ಪಿಡುಗು" ಎಂದು ರೂಬಿ ಪ್ರೌಢಶಾಲೆಯ ಕಾರ್ಯದರ್ಶಿ ಸೈಯದ್ ರಫೀಕ್ ಅಹಮದ್ ಆತಂಕ ವ್ಯಕ್ತಪಡಿಸಿದರು. ಪಟ್ಟಣದ ರೂಬಿ ಪ್ರೌಢಶಾಲೆಯ ಬಳಿಯಲ್ಲಿ, ಮುಂಬೈನ ಎ21 ದಿ ಮೂಮೆಂಟ್ ಗ್ಲೋಬಲ್ ಫೌಂಡೇಶನ್, ಎಸ್.ಬಿ ಕರ್ನಾಟಕ ಗ್ರೂಪ್, ರಾಜ್ಯದ ಯುವ ಯೋಜನೆ ಹಾಗೂ ಮದನಪಲ್ಲಿಯ ಗ್ರಾಮಜ್ಯೋತಿ ಸೊಸೈಟಿ ಇವರುಗಳ ಸಂಯುಕ್ತಾಶ್ರಯದಲ್ಲಿ ಹಮ್ಮಿಕೊಳ್ಳಲಾಗಿದ್ದ 'ಮಾನವ ಕಳ್ಳಸಾಗಣೆ ಜಾಗೃತಿ ಸಮಾವೇಶ ಹಾಗೂ ಸಾರ್ವಜನಿಕ ಜಾಥಾ' ಉದ್ಘಾಟಿಸಿ ಅವರು ಮಾತನಾಡುತ್ತಿದ್ದರು. ಮಕ್ಕಳೇ ಪ್ರಮುಖ ಬಲಿಪಶುಗಳು: ವಿಶಾದ <box>1004 866 1177 1180</box>
rally-photo-image <box>424 1995 991 2350</box>
toilet-body-col3: ತನಿಖಾ ತಂಡಗಳಿಂದ ಪರಿಶೀಲನೆ: ಘಟನೆ ತಿಳಿಯುತ್ತಿದ್ದಂತೆಯೇ 'ಇನ್ಸ್‌ಪೆಕ್ಟರ್ ಜನರಲ್ (ಐಜಿ)' ಲಾಬೂರಾಮ್, ಪೊಲೀಸ್ ಅಧೀಕ್ಷಕರು ಸೇರಿದಂತೆ ಹಿರಿಯ ಅಧಿಕಾರಿಗಳು ಶಾಲೆಗೆ ಭೇಟಿ ನೀಡಿ ಪರಿಶೀಲಿಸಿದರು. ಸ್ಫೋಟದ ತೀವ್ರತೆ ಹಿನ್ನೆಲೆಯಲ್ಲಿ ಬಾಂಬ್ ನಿಷ್ಕ್ರಿಯ ದಳ, ಶ್ವಾನದಳ ಮತ್ತು ವಿಧಿ ವಿಜ್ಞಾನ ಪ್ರಯೋಗಾಲಯದ (ಎಫ್ಎಸ್ಎಲ್) ತಂಡಗಳು ಸ್ಥಳದಲ್ಲಿ ಸಾಕ್ಷ್ಯಗಳನ್ನು ಸಂಗ್ರಹಿಸಿವೆ. ಪೋಷಕರ ಭಯದ ವಾತಾವರಣ: ಘಟನೆಯಿಂದ ಶಾಲೆಯ ವಿದ್ಯಾರ್ಥಿಗಳು ಮತ್ತು ಪೋಷಕರು ಆತಂಕಕ್ಕೆ ಒಳಗಾಗಿದ್ದಾರೆ. ಸುರಕ್ಷತಾ ಕ್ರಮಗಳ ಬಗ್ಗೆ ಶಾಲಾ ಆಡಳಿತ ಮಂಡಳಿ ಹೆಚ್ಚಿನ ಗಮನ ಹರಿಸಬೇಕು ಎಂದು ಪೋಷಕರು ಒತ್ತಾಯಿಸಿದ್ದಾರೆ. ಪೊಲೀಸರು ಪ್ರಕರಣ ದಾಖಲಿಸಿಕೊಂಡು ತನಿಖೆ ಮುಂದುವರೆಸಿದ್ದಾರೆ. <box>1384 1738 1561 2012</box>
list-item: ● ಪ್ರತಿಷ್ಠ ಶಾಲೆಗಳಲ್ಲಿ ಬಂಡವಾಳ ವೆಚ್ಚಕ್ಕೆ 12.12 ಕೋಟಿ ಲಕ್ಷ ರೂ <box>48 875 432 894</box>
gold-body-left: ನವದೆಹಲಿ, ಫೆ.1- ಕೇಂದ್ರ ಬಜೆಟ್ ಮಂಡನೆ ಬೆನ್ನಲ್ಲೇ ಚಿನ್ನ ಮತ್ತು ಬೆಳ್ಳಿ ದರದಲ್ಲಿ ಭಾರೀ ಇಳಿಕೆಯಾಗಿದೆ. ಇಂದು ದೇಶದಲ್ಲಿ 24 ಕ್ಯಾರೆಟ್ ಚಿನ್ನ ಪ್ರತಿ 10 ಗ್ರಾಂಗೆ ರೂ.1,62,240 ಮತ್ತು ಬೆಳ್ಳಿ ಪ್ರತಿ ಕೆಜಿಗೆ ರೂ.2,78,000 ದಾಖಲಾಗಿದೆ. ಕಳೆದ 2 ದಿನಗಳಿಂದ ಚಿನ್ನ ಮತ್ತು ಬೆಳ್ಳಿ ಬೆಲೆಗಳು ತೀವ್ರ ಕುಸಿತ ಕಂಡಿವೆ. ಜನವರಿ 30 ರಂದು ರೂ.1,80,000 <box>461 616 713 744</box>
negligence-body-col3: ವಾಹನ ಚಾಲಕರು ತಮ್ಮ ವಾಹನದ ದಾಖಲೆಗಳನ್ನು ಕಡ್ಡಾಯವಾಗಿ ಹೊಂದಿರಬೇಕು. ಅಪ್ರಾಪ್ತ ವಯಸ್ಕರಿಗೆ ವಾಹನ ಚಲಾಯಿಸಲು ನೀಡಬಾರದು. ಪೋಷಕರು ಈ ಬಗ್ಗೆ ಎಚ್ಚರ ವಹಿಸಬೇಕು ಎಂದು ಹೇಳಿದರು. ಮದ್ಯಪಾನ ಮಾಡಿ ವಾಹನ ಚಲಾಯಿಸುವುದು ಕಾನೂನುಬಾಹಿರ. ಅಂತಹ ಚಾಲಕರ ವಿರುದ್ಧ ಕಠಿಣ ಕ್ರಮ ಕೈಗೊಳ್ಳಲಾಗುವುದು. ಜೀವನ ಅಮೂಲ್ಯವಾದುದು, ಸುರಕ್ಷಿತ ಚಾಲನೆ ಅಭ್ಯಾಸ ಮಾಡಿಕೊಳ್ಳಬೇಕು. <box>413 1745 596 1918</box>
funeral-body: ಸಿ.ಜೆ.ರಾಯ್ ಅವರ ಅಂತ್ಯಕ್ರಿಯೆ ಸಾಗಿಸುವ ವಾಹನ ಮಧ್ಯದಲ್ಲೇ ಸಾವನ್ನಪ್ಪಿದ್ದರು. ಕಚೇರಿಯಲ್ಲಿ ಆದಾಯ ತೆರಿಗೆ ಇಲಾಖೆ ಅಧಿಕಾರಿಗಳ ಪರಿಶೀಲನೆ ನಡೆಸುತ್ತಿದ್ದ ಸಂದರ್ಭದಲ್ಲಿಯೇ ಘಟನೆ ನಡೆದಿತ್ತು. <box>38 667 442 698</box>
header-email: contact@sanjevani.com <box>1376 31 1549 48</box>
gold-headline: ಚಿನ್ನ, ಬೆಳ್ಳಿ ದರದಲ್ಲಿ ಭಾರೀ ಇಳಿಕೆ <box>568 567 873 600</box>
teacher-photo-image <box>39 1149 611 1500</box>
toilet-body-col1: ವಿಜಯಪುರ, ಫೆ.1: ಪಟ್ಟಣದ ಜನ್ನತ್ ಗುಂಬಜ್ ಬಡಾವಣೆಯಲ್ಲಿರುವ ಸರ್ಕಾರಿ ಉರ್ದು ಬಾಲಕರ ಹಿರಿಯ ಪ್ರಾಥಮಿಕ ಶಾಲೆಯ ಶೌಚಾಲಯದಲ್ಲಿ ಶನಿವಾರದಂದು ನಡೆದ ಸ್ಫೋಟದಲ್ಲಿ ವಿದ್ಯಾರ್ಥಿಯೊಬ್ಬ ಗಂಭೀರವಾಗಿ ಗಾಯಗೊಂಡಿದ್ದು, ಶಾಲೆಯ ವಿದ್ಯಾರ್ಥಿಗಳು ಹಾಗೂ ಪೋಷಕರಲ್ಲಿ ಆತಂಕದ ವಾತಾವರಣ ನಿರ್ಮಾಣವಾಗಿದೆ. ಘಟನೆಯ ವಿವರ: ಶಾಲೆಯಲ್ಲಿ ಪಾಠಗಳು ನಡೆಯುತ್ತಿದ್ದ ವೇಳೆ, ಬೆಳಿಗ್ಗೆ ಸುಮಾರು 11 ಗಂಟೆಗೆ 7ನೇ ತರಗತಿಯ ವಿದ್ಯಾರ್ಥಿಯೊಬ್ಬ ಮೂತ್ರ ವಿಸರ್ಜನೆಗೆಂದು ಶೌಚಾಲಯಕ್ಕೆ ತೆರಳಿದ್ದ. ಆತ ಅನುಮತಿ ಪಡೆದು ಶೌಚಾಲಯಕ್ಕೆ ಹೋಗುತ್ತಿದ್ದಂತೆ, ಒಳಗಿದ್ದ ವಸ್ತುವೊಂದು ಸ್ಫೋಟಗೊಂಡು ಬೆಂಕಿ ಕಾಣಿಸಿಕೊಂಡಿದೆ. ವಿದ್ಯಾರ್ಥಿಯ ಚೀರಾಟ ಕೇಳಿದ ಶಿಕ್ಷಕರು ತಕ್ಷಣವೇ ಸ್ಥಳಕ್ಕೆ ದೌಡಾಯಿಸಿ ಗಾಯಾಳು ವಿದ್ಯಾರ್ಥಿಯನ್ನು ಆಸ್ಪತ್ರೆಗೆ ಸಾಗಿಸಿದ್ದಾರೆ. <box>1004 1738 1177 2063</box>
iron-headline: ಲೋಹದ ಸಂಗ್ರಹಣೆ ಸರಳ <box>686 1191 923 1225</box>
list-item: ● ಚರ್ಮ ಮತ್ತು ಕೈಮಗ್ಗಕ್ಕೆ ಉತ್ತೇಜನಕ್ಕಾಗಿ ಮಹಾತ್ಮಗಾಂಧಿ ಗ್ರಾಮ ಸ್ವರಾಜ್ ಉಪಕ್ರಮ <box>48 953 432 971</box>
